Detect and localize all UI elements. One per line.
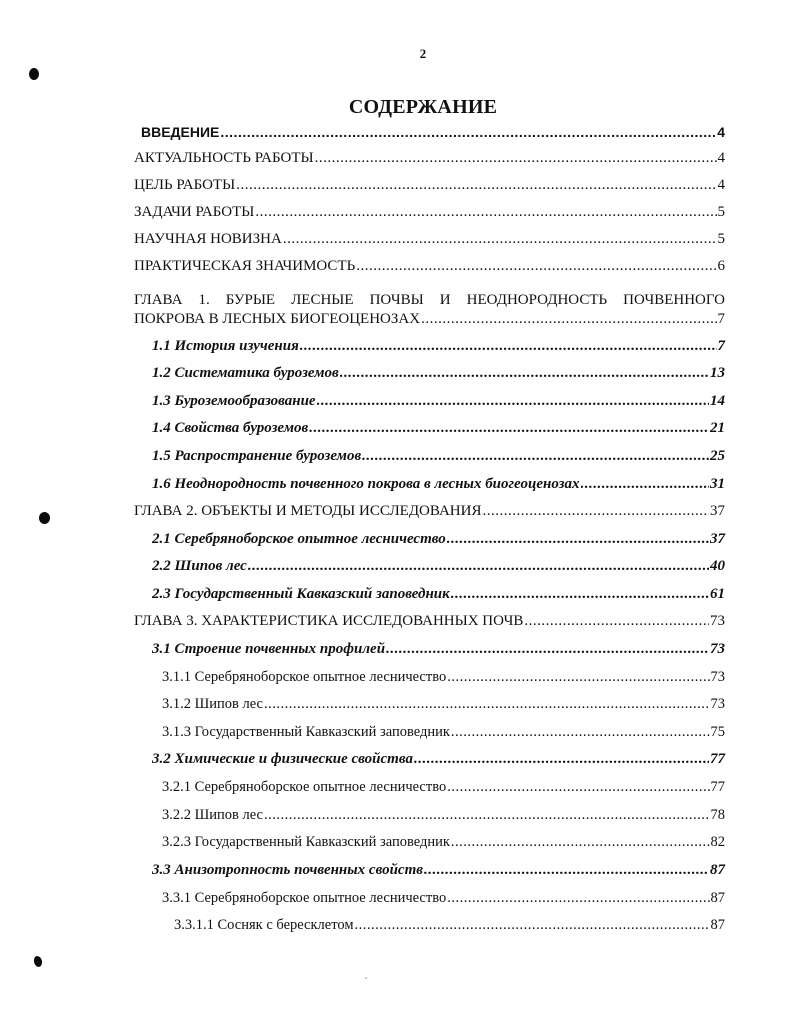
dot-leader <box>414 751 709 768</box>
dot-leader <box>356 258 716 275</box>
toc-entry-label: 1.5 Распространение буроземов <box>152 448 362 464</box>
toc-entry-label: ЗАДАЧИ РАБОТЫ <box>134 204 255 220</box>
dot-leader <box>283 231 717 248</box>
dot-leader <box>447 669 709 686</box>
punch-hole-mark <box>33 955 44 968</box>
toc-entry[interactable] <box>152 531 725 558</box>
dot-leader <box>451 834 710 851</box>
toc-entry-label: 1.6 Неоднородность почвенного покрова в лесных биогеоценозах <box>152 476 580 492</box>
dot-leader <box>264 696 710 713</box>
toc-entry[interactable] <box>162 890 725 917</box>
dot-leader <box>482 503 709 520</box>
toc-entry-page-number: 14 <box>710 393 725 409</box>
punch-hole-mark <box>29 68 39 80</box>
dot-leader <box>264 807 710 824</box>
toc-entry-page-number: 73 <box>710 641 725 657</box>
toc-entry-page-number: 77 <box>710 779 725 795</box>
toc-entry-page-number: 4 <box>717 177 725 193</box>
page-number: 2 <box>419 46 427 61</box>
toc-entry-label: 1.2 Систематика буроземов <box>152 365 339 381</box>
toc-entry[interactable] <box>152 641 725 668</box>
toc-entry[interactable] <box>162 779 725 806</box>
toc-entry-page-number: 21 <box>710 420 725 436</box>
toc-chapter-heading-line1[interactable]: ГЛАВА 1. БУРЫЕ ЛЕСНЫЕ ПОЧВЫ И НЕОДНОРОДНОСТЬ ПОЧВЕННОГО <box>134 292 725 308</box>
toc-entry-label: 3.1.1 Серебряноборское опытное лесничество <box>162 669 447 685</box>
toc-entry-page-number: 25 <box>710 448 725 464</box>
toc-entry[interactable] <box>134 150 725 177</box>
dot-leader <box>447 531 709 548</box>
dot-leader <box>421 311 716 328</box>
toc-entry-label: 3.2.2 Шипов лес <box>162 807 263 823</box>
toc-entry-page-number: 7 <box>717 338 725 354</box>
dot-leader <box>447 779 709 796</box>
toc-entry-page-number: 4 <box>717 150 725 166</box>
toc-entry-page-number: 73 <box>710 696 725 712</box>
dot-leader <box>581 476 710 493</box>
dot-leader <box>447 890 709 907</box>
toc-entry[interactable] <box>152 448 725 475</box>
dot-leader <box>255 204 716 221</box>
toc-entry-label: ГЛАВА 2. ОБЪЕКТЫ И МЕТОДЫ ИССЛЕДОВАНИЯ <box>134 503 482 519</box>
dot-leader <box>451 724 710 741</box>
toc-entry-label: 3.3 Анизотропность почвенных свойств <box>152 862 423 878</box>
toc-entry[interactable] <box>141 124 725 151</box>
dot-leader <box>524 613 709 630</box>
dot-leader <box>300 338 717 355</box>
dot-leader <box>386 641 709 658</box>
toc-entry[interactable] <box>162 724 725 751</box>
toc-entry[interactable] <box>134 231 725 258</box>
toc-entry-label: 3.2 Химические и физические свойства <box>152 751 413 767</box>
toc-entry[interactable] <box>152 365 725 392</box>
toc-entry[interactable] <box>174 917 725 944</box>
toc-entry-page-number: 77 <box>710 751 725 767</box>
toc-entry-page-number: 78 <box>710 807 725 823</box>
toc-entry-page-number: 61 <box>710 586 725 602</box>
toc-entry-page-number: 87 <box>710 917 725 933</box>
dot-leader <box>317 393 709 410</box>
scan-speck <box>365 977 367 979</box>
toc-entry[interactable] <box>162 834 725 861</box>
dot-leader <box>424 862 709 879</box>
toc-entry[interactable] <box>162 669 725 696</box>
toc-entry-label: ГЛАВА 3. ХАРАКТЕРИСТИКА ИССЛЕДОВАННЫХ ПОЧВ <box>134 613 524 629</box>
toc-entry[interactable] <box>152 476 725 503</box>
dot-leader <box>355 917 710 934</box>
toc-entry-page-number: 7 <box>717 311 725 327</box>
toc-entry[interactable] <box>134 258 725 285</box>
dot-leader <box>340 365 709 382</box>
toc-entry-label: 3.1.2 Шипов лес <box>162 696 263 712</box>
toc-entry-label: 3.1 Строение почвенных профилей <box>152 641 386 657</box>
dot-leader <box>315 150 717 167</box>
toc-entry-label: ПРАКТИЧЕСКАЯ ЗНАЧИМОСТЬ <box>134 258 356 274</box>
dot-leader <box>362 448 709 465</box>
toc-entry-label: ВВЕДЕНИЕ <box>141 124 220 140</box>
toc-entry-label: 3.2.3 Государственный Кавказский заповедник <box>162 834 450 850</box>
toc-entry-label: НАУЧНАЯ НОВИЗНА <box>134 231 282 247</box>
dot-leader <box>309 420 709 437</box>
toc-entry-label: 3.3.1.1 Сосняк с бересклетом <box>174 917 354 933</box>
toc-entry[interactable] <box>134 503 725 530</box>
toc-entry-page-number: 87 <box>710 862 725 878</box>
page-title: СОДЕРЖАНИЕ <box>348 96 498 118</box>
toc-entry-page-number: 40 <box>710 558 725 574</box>
toc-entry-page-number: 87 <box>710 890 725 906</box>
toc-entry[interactable] <box>152 393 725 420</box>
toc-entry[interactable] <box>152 338 725 365</box>
toc-entry-page-number: 5 <box>717 231 725 247</box>
toc-entry-label: 1.1 История изучения <box>152 338 299 354</box>
toc-entry-page-number: 4 <box>717 124 725 140</box>
toc-entry-label: 2.1 Серебряноборское опытное лесничество <box>152 531 446 547</box>
dot-leader <box>220 124 716 140</box>
toc-entry[interactable] <box>152 420 725 447</box>
toc-entry[interactable] <box>134 177 725 204</box>
toc-entry-page-number: 75 <box>710 724 725 740</box>
toc-entry-page-number: 5 <box>717 204 725 220</box>
toc-entry-label: 1.4 Свойства буроземов <box>152 420 309 436</box>
toc-entry[interactable] <box>162 807 725 834</box>
toc-entry-page-number: 6 <box>717 258 725 274</box>
dot-leader <box>248 558 709 575</box>
toc-entry-page-number: 73 <box>710 613 725 629</box>
dot-leader <box>236 177 716 194</box>
toc-entry-label: 1.3 Буроземообразование <box>152 393 316 409</box>
toc-entry[interactable] <box>134 311 725 338</box>
toc-entry[interactable] <box>152 586 725 613</box>
toc-entry[interactable] <box>162 696 725 723</box>
dot-leader <box>451 586 709 603</box>
toc-entry-page-number: 73 <box>710 669 725 685</box>
toc-entry-label: 2.2 Шипов лес <box>152 558 247 574</box>
toc-entry-page-number: 31 <box>710 476 725 492</box>
toc-entry-label: ПОКРОВА В ЛЕСНЫХ БИОГЕОЦЕНОЗАХ <box>134 311 421 327</box>
toc-entry-page-number: 13 <box>710 365 725 381</box>
toc-entry[interactable] <box>152 558 725 585</box>
toc-entry-label: ЦЕЛЬ РАБОТЫ <box>134 177 236 193</box>
toc-entry-label: АКТУАЛЬНОСТЬ РАБОТЫ <box>134 150 314 166</box>
toc-entry[interactable] <box>134 204 725 231</box>
toc-entry-label: 3.2.1 Серебряноборское опытное лесничество <box>162 779 447 795</box>
toc-entry[interactable] <box>134 613 725 640</box>
toc-entry-page-number: 37 <box>710 531 725 547</box>
toc-entry-label: 2.3 Государственный Кавказский заповедник <box>152 586 450 602</box>
punch-hole-mark <box>39 512 50 524</box>
toc-entry-page-number: 82 <box>710 834 725 850</box>
toc-entry-label: 3.1.3 Государственный Кавказский заповедник <box>162 724 450 740</box>
toc-entry-label: 3.3.1 Серебряноборское опытное лесничество <box>162 890 447 906</box>
toc-entry[interactable] <box>152 751 725 778</box>
toc-entry[interactable] <box>152 862 725 889</box>
toc-entry-page-number: 37 <box>710 503 725 519</box>
